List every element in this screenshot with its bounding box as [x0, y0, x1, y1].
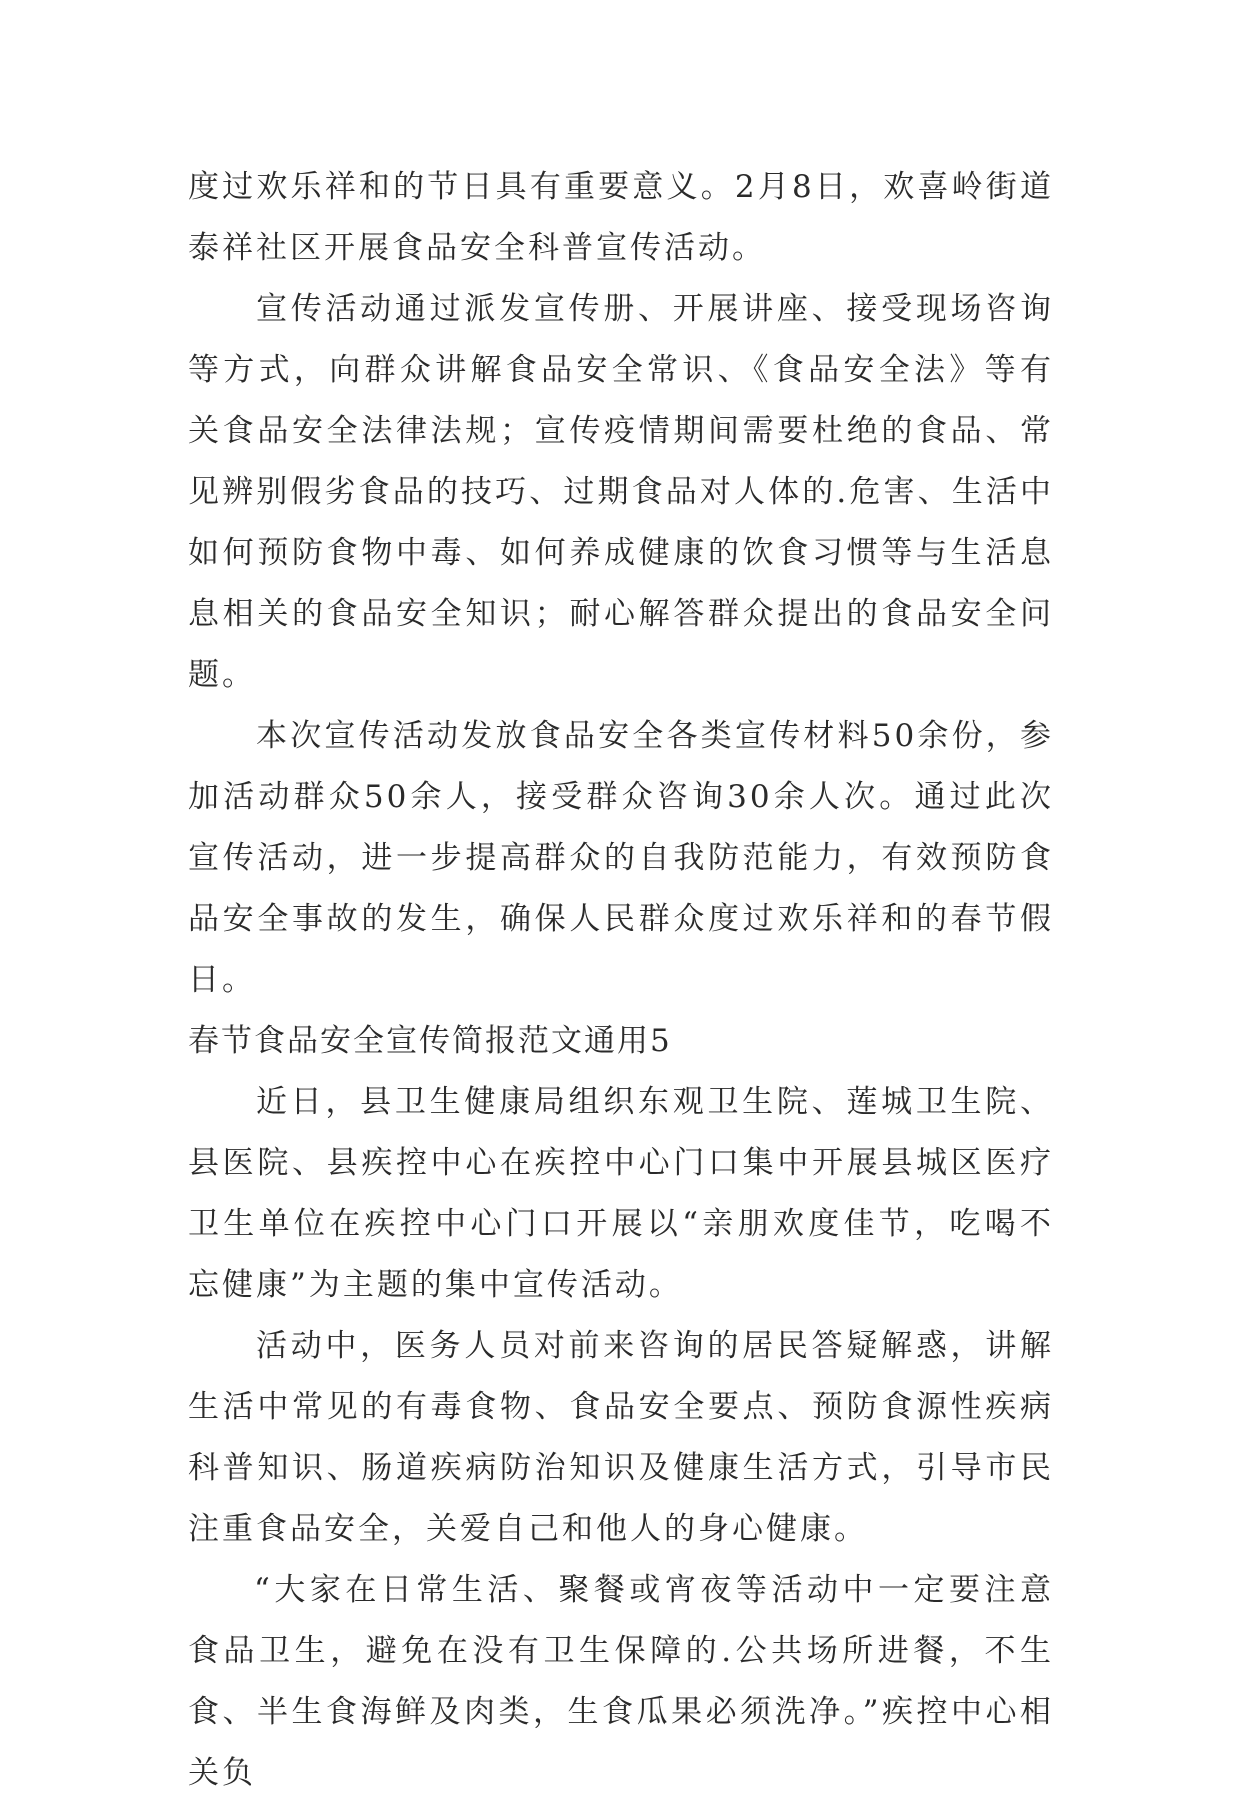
document-body: [188, 157, 1054, 1804]
paragraph-health-bureau: 近日，县卫生健康局组织东观卫生院、莲城卫生院、县医院、县疾控中心在疾控中心门口集中开展县城区医疗卫生单位在疾控中心门口开展以“亲朋欢度佳节，吃喝不忘健康”为主题的集中宣传活动。: [188, 1084, 1054, 1303]
paragraph-activity: 活动中，医务人员对前来咨询的居民答疑解惑，讲解生活中常见的有毒食物、食品安全要点、预防食源性疾病科普知识、肠道疾病防治知识及健康生活方式，引导市民注重食品安全，关爱自己和他人的身心健康。: [188, 1328, 1054, 1547]
paragraph-campaign-methods: 宣传活动通过派发宣传册、开展讲座、接受现场咨询等方式，向群众讲解食品安全常识、《食品安全法》等有关食品安全法律法规；宣传疫情期间需要杜绝的食品、常见辨别假劣食品的技巧、过期食品对人体的.危害、生活中如何预防食物中毒、如何养成健康的饮食习惯等与生活息息相关的食品安全知识；耐心解答群众提出的食品安全问题。: [188, 291, 1054, 693]
paragraph-quote: “大家在日常生活、聚餐或宵夜等活动中一定要注意食品卫生，避免在没有卫生保障的.公共场所进餐，不生食、半生食海鲜及肉类，生食瓜果必须洗净。”疾控中心相关负: [188, 1572, 1054, 1791]
section-heading: 春节食品安全宣传简报范文通用5: [188, 1023, 672, 1059]
paragraph-continued: 度过欢乐祥和的节日具有重要意义。2月8日，欢喜岭街道泰祥社区开展食品安全科普宣传活动。: [188, 169, 1054, 266]
paragraph-campaign-results: 本次宣传活动发放食品安全各类宣传材料50余份，参加活动群众50余人，接受群众咨询30余人次。通过此次宣传活动，进一步提高群众的自我防范能力，有效预防食品安全事故的发生，确保人民群众度过欢乐祥和的春节假日。: [188, 718, 1054, 998]
